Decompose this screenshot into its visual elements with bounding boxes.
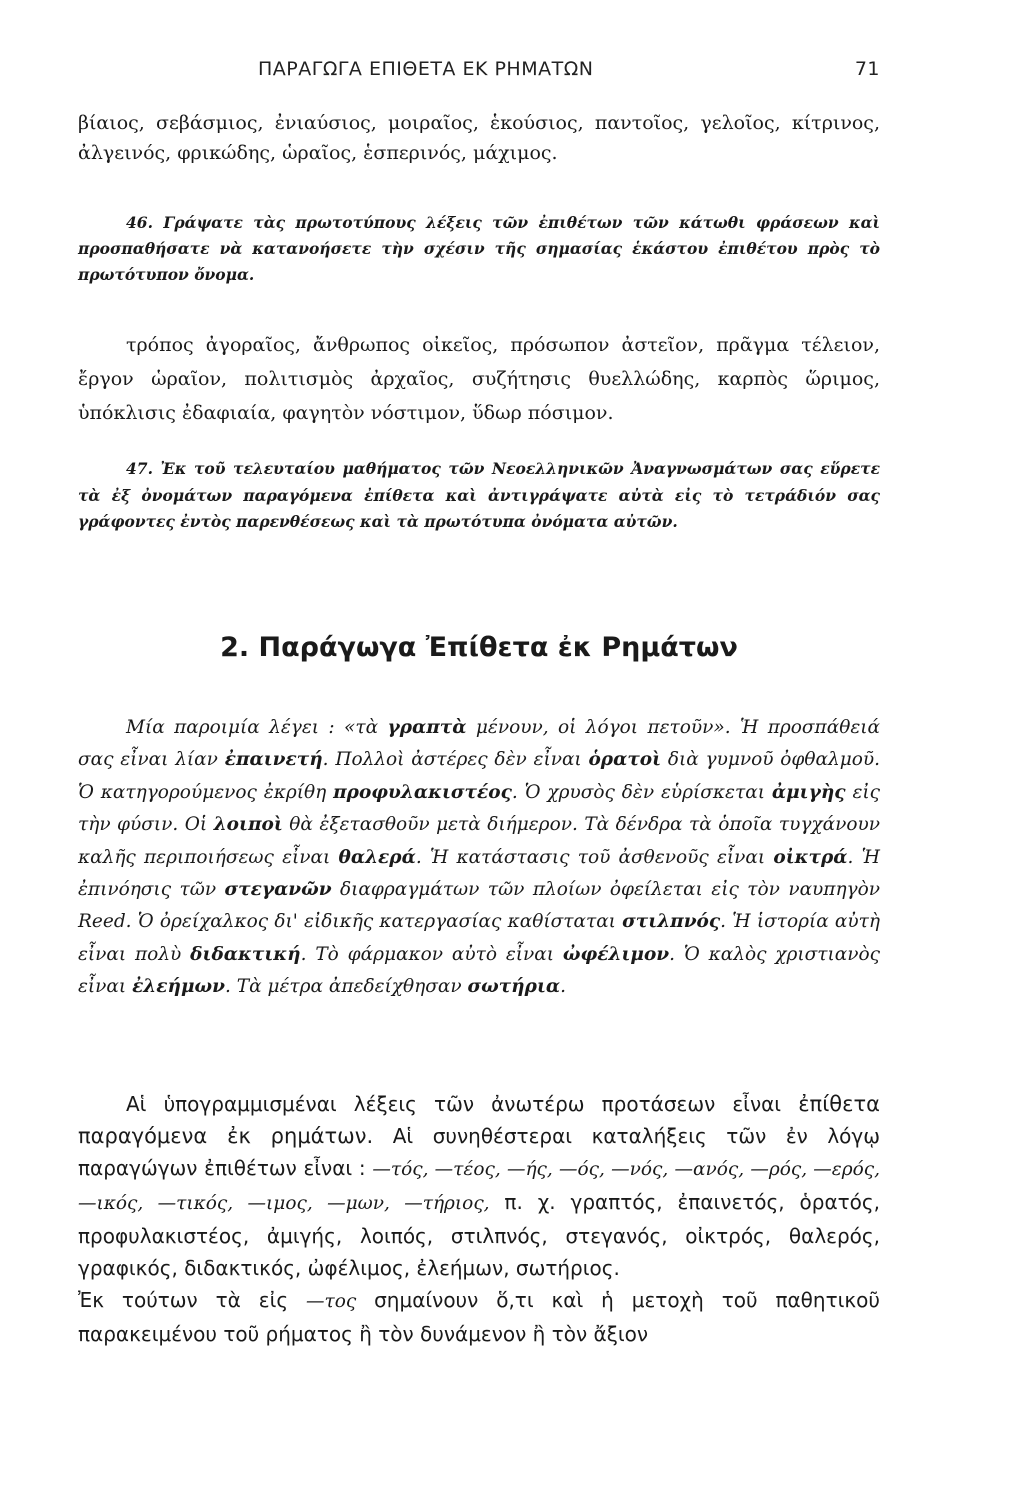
highlighted-word: προφυλακιστέος [333,781,512,803]
highlighted-word: οἰκτρά [773,846,848,868]
running-title: ΠΑΡΑΓΩΓΑ ΕΠΙΘΕΤΑ ΕΚ ΡΗΜΑΤΩΝ [258,58,594,80]
text-run: Αἱ συνηθέστεραι καταλήξεις τῶν ἐν λόγῳ παραγώγων ἐπιθέτων εἶναι : [78,1124,881,1180]
highlighted-word: ἐπαινετή [224,749,323,771]
page-number: 71 [854,58,880,80]
text-run: διὰ γυμνοῦ ὀφθαλμοῦ. Ὁ κατηγορούμενος ἐκρίθη [78,749,880,803]
text-run: . Ὁ καλὸς χριστιανὸς εἶναι [78,943,881,998]
phrase-list-text: τρόπος ἀγοραῖος, ἄνθρωπος οἰκεῖος, πρόσωπον ἀστεῖον, πρᾶγμα τέλειον, ἔργον ὡραῖον, πολιτισμὸς ἀρχαῖος, συζήτησις θυελλώδης, καρπὸς ὥριμος, ὑπόκλισις ἐδαφιαία, φαγητὸν νόστιμον, ὕδωρ πόσιμον. [78,334,880,424]
text-run: . Ἡ ἱστορία αὐτὴ εἶναι πολὺ [78,911,880,965]
example-sentences [78,712,880,1004]
highlighted-word: στιλπνός [622,911,721,933]
suffix-tos: —τος [305,1291,357,1312]
text-run: Μία παροιμία λέγει : «τὰ [126,717,388,738]
suffix-list: —τός, —τέος, —ής, —ός, —νός, —ανός, —ρός, —ερός, —ικός, —τικός, —ιμος, —μων, —τήριος, [78,1159,880,1214]
highlighted-word: διδακτική [190,943,301,965]
highlighted-word: γραπτὰ [387,717,467,738]
text-run: μένουν, οἱ λόγοι πετοῦν». Ἡ προσπάθειά σας εἶναι λίαν [78,717,881,771]
phrase-list [78,328,880,430]
text-run: θὰ ἐξετασθοῦν μετὰ διήμερον. Τὰ δένδρα τὰ ὁποῖα τυγχάνουν καλῆς περιποιήσεως εἶναι [78,814,880,868]
highlighted-word: ἀμιγὴς [771,781,846,803]
text-run: διαφραγμάτων τῶν πλοίων ὀφείλεται εἰς τὸν ναυπηγὸν Reed. Ὁ ὀρείχαλκος δι' εἰδικῆς κατεργασίας καθίσταται [78,879,880,933]
text-run: εἰς τὴν φύσιν. Οἱ [78,781,880,836]
explanation-paragraph [78,1088,880,1350]
highlighted-word: ὠφέλιμον [562,943,670,965]
text-run: . Τὸ φάρμακον αὐτὸ εἶναι [300,943,563,965]
adjective-list-continuation: βίαιος, σεβάσμιος, ἐνιαύσιος, μοιραῖος, ἑκούσιος, παντοῖος, γελοῖος, κίτρινος, ἀλγεινός, φρικώδης, ὡραῖος, ἑσπερινός, μάχιμος. [78,112,880,164]
text-run: . Ἡ κατάστασις τοῦ ἀσθενοῦς εἶναι [415,846,774,868]
highlighted-word: λοιποὶ [213,814,283,836]
text-run: π. χ. γραπτός, ἐπαινετός, ὁρατός, προφυλακιστέος, ἀμιγής, λοιπός, στιλπνός, στεγανός, οἰκτρός, θαλερός, γραφικός, διδακτικός, ὠφέλιμος, ἐλεήμων, σωτήριος. [78,1190,880,1280]
text-run: Αἱ ὑπογραμμισμέναι λέξεις τῶν ἀνωτέρω προτάσεων εἶναι [126,1092,799,1116]
exercise-number: 47. [126,459,153,478]
text-run: . [560,976,567,998]
text-run: σημαίνουν ὅ,τι καὶ ἡ μετοχὴ τοῦ παθητικοῦ παρακειμένου τοῦ ρήματος ἢ τὸν δυνάμενον ἢ τὸν ἄξιον [78,1288,880,1346]
exercise-47 [78,456,880,536]
highlighted-word: ὁρατοὶ [588,749,662,771]
text-run: . Πολλοὶ ἀστέρες δὲν εἶναι [322,749,589,771]
exercise-text: Γράψατε τὰς πρωτοτύπους λέξεις τῶν ἐπιθέτων τῶν κάτωθι φράσεων καὶ προσπαθήσατε νὰ κατανοήσετε τὴν σχέσιν τῆς σημασίας ἑκάστου ἐπιθέτου πρὸς τὸ πρωτότυπον ὄνομα. [78,213,881,284]
highlighted-word: στεγανῶν [224,879,332,901]
highlighted-word: ἐλεήμων [132,976,225,998]
text-run: . Ἡ ἐπινόησις τῶν [78,846,880,901]
highlighted-word: θαλερά [338,846,416,868]
highlighted-word: σωτήρια [467,976,561,998]
text-run: . Τὰ μέτρα ἀπεδείχθησαν [224,976,468,998]
running-header [258,58,880,88]
section-heading: 2. Παράγωγα Ἐπίθετα ἐκ Ρημάτων [220,632,738,663]
exercise-text: Ἐκ τοῦ τελευταίου μαθήματος τῶν Νεοελληνικῶν Ἀναγνωσμάτων σας εὕρετε τὰ ἐξ ὀνομάτων παραγόμενα ἐπίθετα καὶ ἀντιγράψατε αὐτὰ εἰς τὸ τετράδιόν σας γράφοντες ἐντὸς παρενθέσεως καὶ τὰ πρωτότυπα ὀνόματα αὐτῶν. [78,459,880,531]
text-run: . Ὁ χρυσὸς δὲν εὑρίσκεται [511,781,772,803]
emphasized-phrase: ἐπίθετα παραγόμενα ἐκ ρημάτων. [78,1092,880,1148]
exercise-46 [78,210,880,288]
exercise-number: 46. [126,213,153,232]
text-run: Ἐκ τούτων τὰ εἰς [78,1288,306,1312]
